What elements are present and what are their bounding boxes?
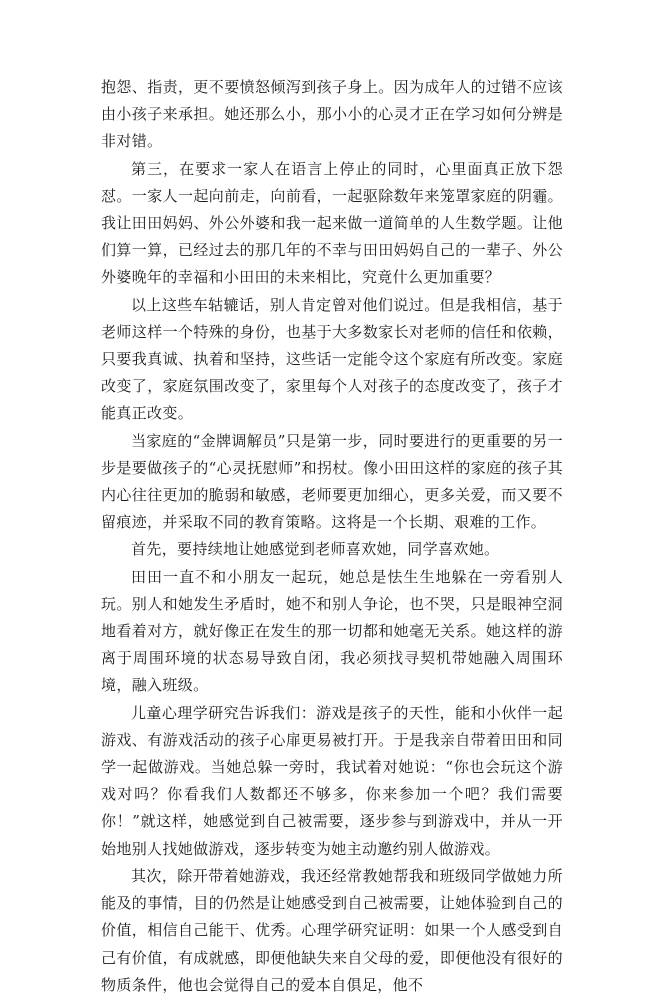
paragraph-2: 第三，在要求一家人在语言上停止的同时，心里面真正放下怨怼。一家人一起向前走，向前看，一起驱除数年来笼罩家庭的阴霾。我让田田妈妈、外公外婆和我一起来做一道简单的人生数学题。让他们算一算，已经过去的那几年的不幸与田田妈妈自己的一辈子、外公外婆晚年的幸福和小田田的未来相比，究竟什么更加重要？ bbox=[101, 159, 563, 287]
paragraph-5: 首先，要持续地让她感觉到老师喜欢她，同学喜欢她。 bbox=[131, 540, 500, 559]
paragraph-3: 以上这些车轱辘话，别人肯定曾对他们说过。但是我相信，基于老师这样一个特殊的身份，也基于大多数家长对老师的信任和依赖，只要我真诚、执着和坚持，这些话一定能令这个家庭有所改变。家庭改变了，家庭氛围改变了，家里每个人对孩子的态度改变了，孩子才能真正改变。 bbox=[101, 295, 563, 423]
paragraph-6: 田田一直不和小朋友一起玩，她总是怯生生地躲在一旁看别人玩。别人和她发生矛盾时，她不和别人争论，也不哭，只是眼神空洞地看着对方，就好像正在发生的那一切都和她毫无关系。她这样的游离于周围环境的状态易导致自闭，我必须找寻契机带她融入周围环境，融入班级。 bbox=[101, 567, 563, 695]
paragraph-8: 其次，除开带着她游戏，我还经常教她帮我和班级同学做她力所能及的事情，目的仍然是让她感受到自己被需要，让她体验到自己的价值，相信自己能干、优秀。心理学研究证明：如果一个人感受到自己有价值，有成就感，即便他缺失来自父母的爱，即便他没有很好的物质条件，他也会觉得自己的爱本自俱足，他不 bbox=[101, 866, 563, 994]
document-body bbox=[101, 74, 563, 999]
paragraph-4: 当家庭的“金牌调解员”只是第一步，同时要进行的更重要的另一步是要做孩子的“心灵抚慰师”和拐杖。像小田田这样的家庭的孩子其内心往往更加的脆弱和敏感，老师要更加细心，更多关爱，而又要不留痕迹，并采取不同的教育策略。这将是一个长期、艰难的工作。 bbox=[101, 431, 563, 532]
paragraph-7: 儿童心理学研究告诉我们：游戏是孩子的天性，能和小伙伴一起游戏、有游戏活动的孩子心扉更易被打开。于是我亲自带着田田和同学一起做游戏。当她总躲一旁时，我试着对她说：“你也会玩这个游戏对吗？你看我们人数都还不够多，你来参加一个吧？我们需要你！”就这样，她感觉到自己被需要，逐步参与到游戏中，并从一开始地别人找她做游戏，逐步转变为她主动邀约别人做游戏。 bbox=[101, 703, 563, 858]
paragraph-1: 抱怨、指责，更不要愤怒倾泻到孩子身上。因为成年人的过错不应该由小孩子来承担。她还那么小，那小小的心灵才正在学习如何分辨是非对错。 bbox=[101, 78, 563, 151]
